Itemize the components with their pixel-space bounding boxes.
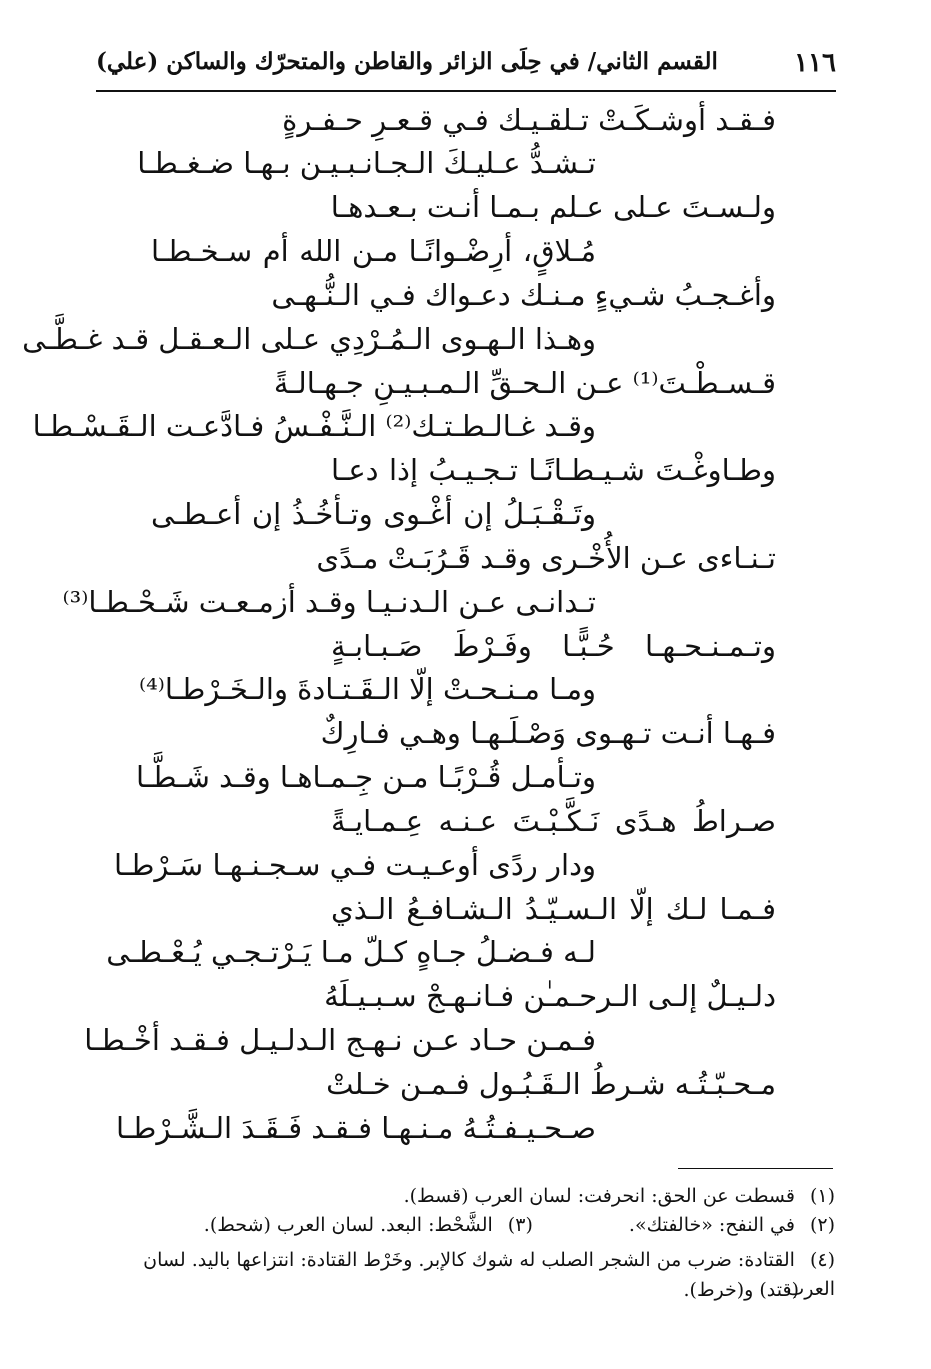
footnote-number: (٢) [809, 1214, 835, 1236]
verse-line: وطـاوغْـتَ شـيـطـانًـا تـجـيـبُ إذا دعـا [331, 453, 776, 487]
verse-line: وقـد غـالـطـتـك⁽²⁾ الـنَّـفْـسُ فـادَّعـت الـقَـسْـطـا [32, 409, 596, 443]
verse-line: وتـأمـل قُـرْبًـا مـن جِـمـاهـا وقـد شَـطَّـا [135, 760, 596, 794]
footnote-1 [97, 1182, 835, 1211]
verse-line: وهـذا الـهـوى الـمُـرْدِي عـلى الـعـقـل قـد غـطَّـى [22, 322, 596, 356]
verse-line: فـهـا أنـت تـهـوى وَصْـلَـهـا وهـي فـارِكٌ [320, 716, 776, 750]
footnote-row-2-3 [97, 1211, 835, 1240]
verse-line: دلـيـلٌ إلـى الـرحـمـٰن فـانـهـجْ سـبـيـلَهُ [324, 979, 776, 1013]
verse-line: مُـلاقٍ، أرِضْـوانًـا مـن الله أم سـخـطـا [151, 234, 596, 268]
verse-line: ولـسـتَ عـلى عـلم بـمـا أنـت بـعـدهـا [330, 190, 776, 224]
footnote-separator [678, 1168, 833, 1169]
verse-line: تـشـدُّ عـليـكَ الـجـانـبـيـن بـهـا ضـغـطـا [137, 146, 596, 180]
footnote-4-continuation: (قتد) و(خرط). [683, 1279, 799, 1301]
verse-line: لـه فـضـلُ جـاهٍ كـلّ مـا يَـرْتـجـي يُـعْـطـى [106, 935, 596, 969]
verse-line: صـحـيـفـتُـهُ مـنـهـا فـقـد فَـقَـدَ الـشَّـرْطـا [115, 1111, 596, 1145]
footnote-number: (١) [809, 1185, 835, 1207]
verse-line: تـدانـى عـن الـدنـيـا وقـد أزمـعـت شَـحْـطـا⁽³⁾ [62, 585, 596, 619]
footnote-text: الشَّحْط: البعد. لسان العرب (شحط). [203, 1214, 493, 1236]
verse-line: فـمـن حـاد عـن نـهـج الـدلـيـل فـقـد أخْـطـا [84, 1023, 596, 1057]
footnote-text: قسطت عن الحق: انحرفت: لسان العرب (قسط). [403, 1185, 795, 1207]
page-header [96, 38, 836, 88]
footnote-number: (٤) [809, 1249, 835, 1271]
running-title: القسم الثاني/ في حِلَى الزائر والقاطن والمتحرّك والساكن (علي) [96, 48, 718, 75]
footnote-text: في النفح: «خالفتك». [628, 1214, 795, 1236]
footnote-number: (٣) [507, 1214, 533, 1236]
verse-line: وتـمـنـحـهـا حُـبًّـا وفَـرْطَ صَـبـابـةٍ [331, 629, 776, 663]
verse-line: ومـا مـنـحـتْ إلّا الـقَـتـادةَ والـخَـرْطـا⁽⁴⁾ [139, 672, 596, 706]
verse-line: فـقـد أوشـكَـتْ تـلقـيـك فـي قـعـرِ حـفـرةٍ [282, 103, 776, 137]
verse-line: ودار ردًى أوعـيـت فـي سـجـنـهـا سَـرْطـا [114, 848, 596, 882]
verse-line: وتَـقْـبَـلُ إن أغْـوى وتـأخُـذُ إن أعـطـى [151, 497, 596, 531]
footnote-text: القتادة: ضرب من الشجر الصلب له شوك كالإبر. وخَرْط القتادة: انتزاعها باليد. لسان العرب [143, 1249, 835, 1300]
verse-line: قـسـطْـتَ⁽¹⁾ عـن الـحـقِّ الـمـبـيـنِ جـهـالـةً [273, 366, 776, 400]
verse-line: صـراطُ هـدًى نَـكَّـبْـتَ عـنـه عِـمـايـةً [331, 804, 776, 838]
verse-line: فـمـا لـك إلّا الـسـيّـدُ الـشـافـعُ الـذي [331, 892, 776, 926]
verse-line: مـحـبّـتُـه شـرطُ الـقَـبُـول فـمـن خـلتْ [326, 1067, 776, 1101]
page-number: ١١٦ [794, 48, 836, 78]
verse-line: تـنـاءى عـن الأُخْـرى وقـد قَـرُبَـتْ مـدًى [316, 541, 776, 575]
verse-line: وأغـجـبُ شـيءٍ مـنـك دعـواك فـي الـنُّـهـى [271, 278, 776, 312]
header-rule [96, 90, 836, 92]
